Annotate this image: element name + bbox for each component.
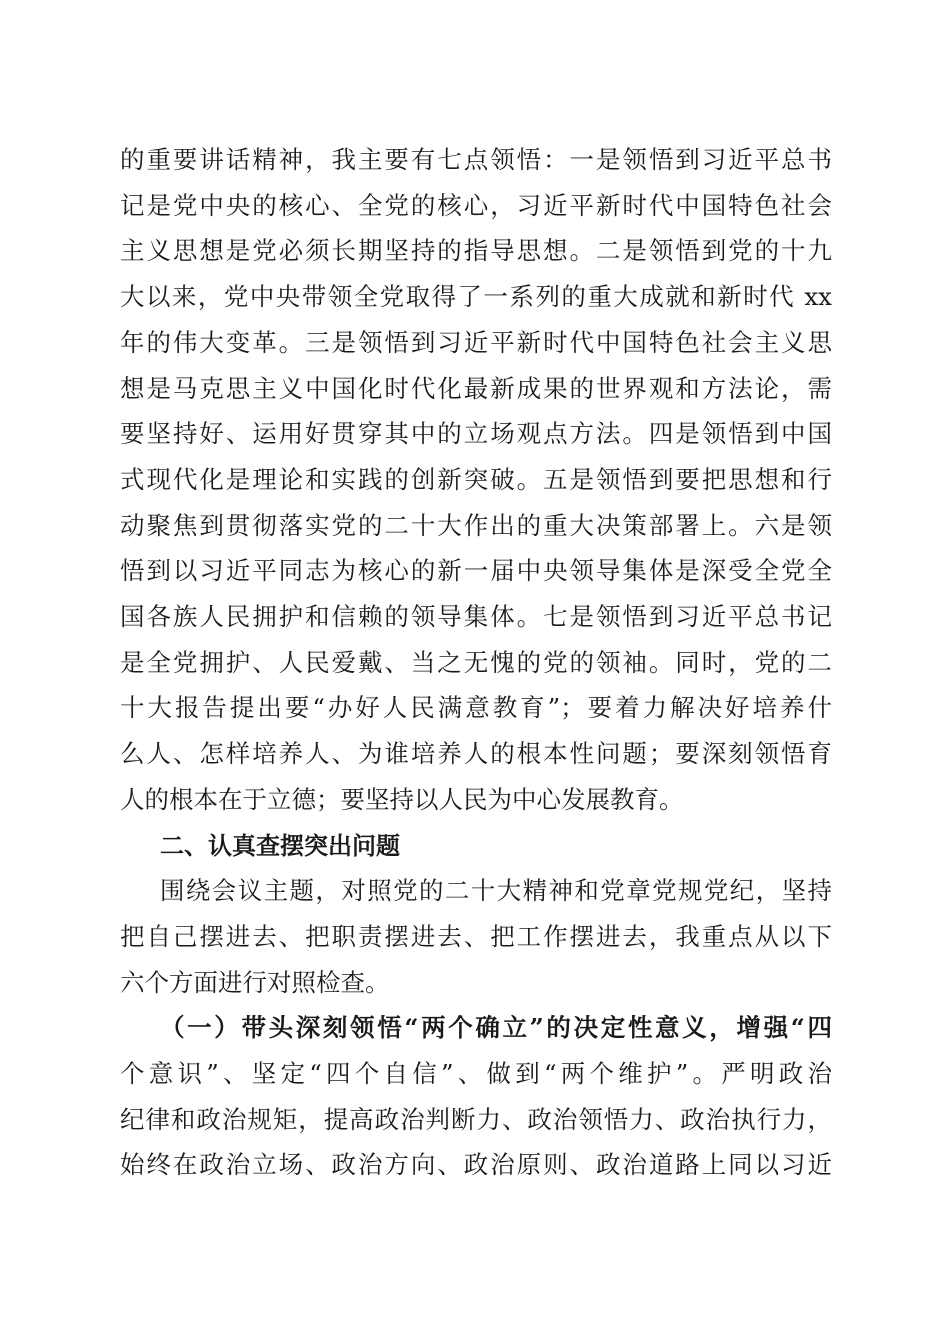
paragraph-line: 围绕会议主题，对照党的二十大精神和党章党规党纪，坚持 bbox=[160, 876, 832, 906]
paragraph-line: 要坚持好、运用好贯穿其中的立场观点方法。四是领悟到中国 bbox=[120, 419, 832, 449]
paragraph-line: 是全党拥护、人民爱戴、当之无愧的党的领袖。同时，党的二 bbox=[120, 647, 832, 677]
paragraph-line: 六个方面进行对照检查。 bbox=[120, 967, 390, 997]
paragraph-line: 纪律和政治规矩，提高政治判断力、政治领悟力、政治执行力， bbox=[120, 1104, 832, 1134]
paragraph-line: 人的根本在于立德；要坚持以人民为中心发展教育。 bbox=[120, 784, 684, 814]
paragraph-line: 式现代化是理论和实践的创新突破。五是领悟到要把思想和行 bbox=[120, 464, 832, 494]
paragraph-line: 么人、怎样培养人、为谁培养人的根本性问题；要深刻领悟育 bbox=[120, 739, 832, 769]
section-heading: 二、认真查摆突出问题 bbox=[160, 831, 400, 860]
subsection-title-line: （一）带头深刻领悟“两个确立”的决定性意义，增强“四 bbox=[160, 1013, 832, 1043]
paragraph-line: 的重要讲话精神，我主要有七点领悟：一是领悟到习近平总书 bbox=[120, 145, 832, 174]
paragraph-line: 想是马克思主义中国化时代化最新成果的世界观和方法论，需 bbox=[120, 373, 832, 403]
paragraph-line: 个意识”、坚定“四个自信”、做到“两个维护”。严明政治 bbox=[120, 1059, 832, 1088]
paragraph-line: 悟到以习近平同志为核心的新一届中央领导集体是深受全党全 bbox=[120, 556, 832, 586]
paragraph-line: 主义思想是党必须长期坚持的指导思想。二是领悟到党的十九 bbox=[120, 236, 832, 266]
paragraph-line: 国各族人民拥护和信赖的领导集体。七是领悟到习近平总书记 bbox=[120, 602, 832, 631]
paragraph-line: 十大报告提出要“办好人民满意教育”；要着力解决好培养什 bbox=[120, 693, 832, 723]
paragraph-line: 动聚焦到贯彻落实党的二十大作出的重大决策部署上。六是领 bbox=[120, 510, 832, 540]
paragraph-line: 记是党中央的核心、全党的核心，习近平新时代中国特色社会 bbox=[120, 190, 832, 220]
paragraph-line: 把自己摆进去、把职责摆进去、把工作摆进去，我重点从以下 bbox=[120, 921, 832, 951]
paragraph-line: 大以来，党中央带领全党取得了一系列的重大成就和新时代 xx bbox=[120, 282, 832, 312]
paragraph-line: 年的伟大变革。三是领悟到习近平新时代中国特色社会主义思 bbox=[120, 327, 832, 357]
paragraph-line: 始终在政治立场、政治方向、政治原则、政治道路上同以习近 bbox=[120, 1150, 832, 1180]
